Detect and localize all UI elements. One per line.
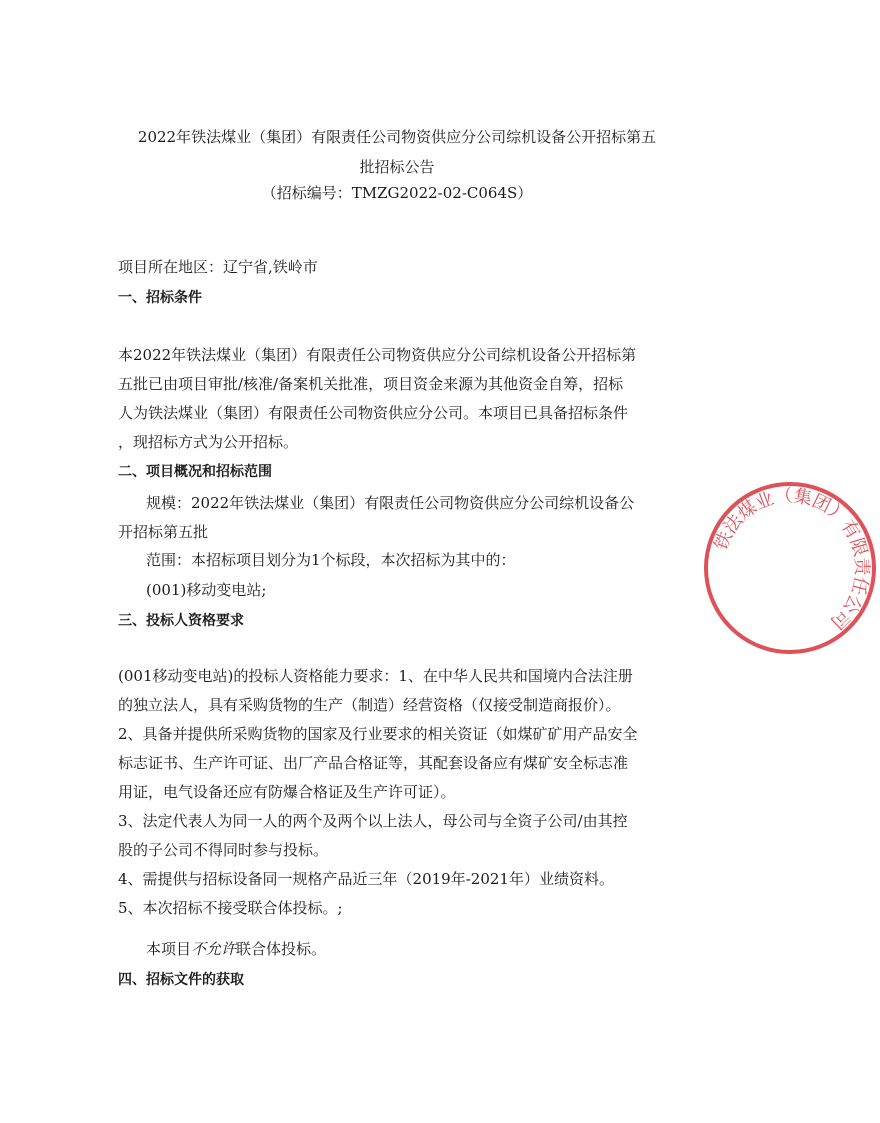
consortium-suffix: 联合体投标。: [236, 940, 327, 958]
condition-paragraph: [118, 341, 678, 457]
document-title: [110, 122, 684, 182]
company-seal-stamp: [700, 478, 880, 658]
lot-line: (001)移动变电站;: [146, 581, 267, 599]
condition-line-3: 人为铁法煤业（集团）有限责任公司物资供应分公司。本项目已具备招标条件: [118, 404, 629, 422]
qualification-line-6: 3、法定代表人为同一人的两个及两个以上法人，母公司与全资子公司/由其控: [118, 812, 628, 830]
project-region: 项目所在地区：辽宁省,铁岭市: [118, 258, 318, 276]
title-line-1: 2022年铁法煤业（集团）有限责任公司物资供应分公司综机设备公开招标第五: [137, 128, 657, 146]
section-heading-3: 三、投标人资格要求: [118, 613, 244, 629]
condition-line-4: ，现招标方式为公开招标。: [118, 433, 299, 451]
title-line-2: 批招标公告: [359, 158, 435, 176]
consortium-statement: [146, 938, 326, 960]
scale-line-2: 开招标第五批: [118, 523, 209, 541]
qualification-paragraph: [118, 662, 678, 923]
section-heading-1: 一、招标条件: [118, 290, 202, 306]
qualification-line-8: 4、需提供与招标设备同一规格产品近三年（2019年-2021年）业绩资料。: [118, 870, 614, 888]
qualification-line-5: 用证，电气设备还应有防爆合格证及生产许可证）。: [118, 783, 456, 801]
qualification-line-7: 股的子公司不得同时参与投标。: [118, 841, 329, 859]
section-heading-4: 四、招标文件的获取: [118, 972, 244, 988]
qualification-line-1: (001移动变电站)的投标人资格能力要求：1、在中华人民共和国境内合法注册: [118, 667, 633, 685]
seal-text: 铁法煤业（集团）有限责任公司: [710, 485, 873, 633]
qualification-line-9: 5、本次招标不接受联合体投标。;: [118, 899, 343, 917]
qualification-line-3: 2、具备并提供所采购货物的国家及行业要求的相关资证（如煤矿矿用产品安全: [118, 725, 638, 743]
section-heading-2: 二、项目概况和招标范围: [118, 464, 272, 480]
scope-line: 范围：本招标项目划分为1个标段，本次招标为其中的：: [146, 551, 516, 569]
condition-line-1: 本2022年铁法煤业（集团）有限责任公司物资供应分公司综机设备公开招标第: [118, 346, 637, 364]
condition-line-2: 五批已由项目审批/核准/备案机关批准，项目资金来源为其他资金自筹，招标: [118, 375, 624, 393]
consortium-emphasis: 不允许: [191, 940, 237, 958]
consortium-prefix: 本项目: [146, 940, 192, 958]
tender-code: （招标编号：TMZG2022-02-C064S）: [261, 184, 533, 202]
scale-line-1: 规模：2022年铁法煤业（集团）有限责任公司物资供应分公司综机设备公: [146, 494, 635, 512]
qualification-line-2: 的独立法人，具有采购货物的生产（制造）经营资格（仅接受制造商报价）。: [118, 696, 621, 714]
qualification-line-4: 标志证书、生产许可证、出厂产品合格证等，其配套设备应有煤矿安全标志准: [118, 754, 629, 772]
